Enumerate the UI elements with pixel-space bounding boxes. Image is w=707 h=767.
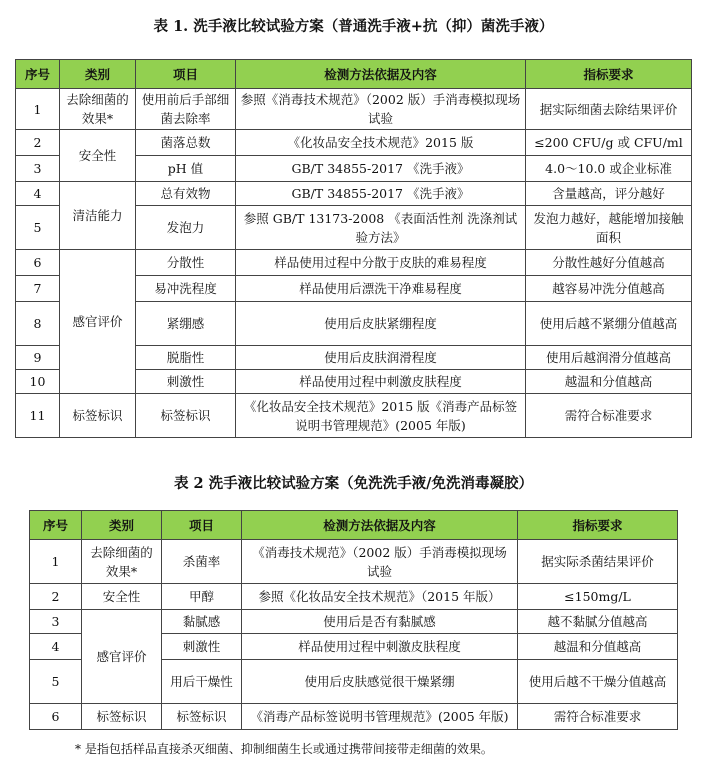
cell: ≤200 CFU/g 或 CFU/ml: [526, 130, 692, 156]
cell: 需符合标准要求: [526, 394, 692, 438]
cell: 杀菌率: [162, 540, 242, 584]
cell: 2: [30, 584, 82, 610]
cell: 8: [16, 302, 60, 346]
cell: 发泡力越好，越能增加接触面积: [526, 206, 692, 250]
header-cell: 类别: [82, 511, 162, 540]
cell: 样品使用过程中分散于皮肤的难易程度: [236, 250, 526, 276]
cell: 刺激性: [162, 634, 242, 660]
cell: 使用后皮肤感觉很干燥紧绷: [242, 660, 518, 704]
cell: 样品使用后漂洗干净难易程度: [236, 276, 526, 302]
cell: ≤150mg/L: [518, 584, 678, 610]
cell: 4: [30, 634, 82, 660]
table1: [15, 59, 692, 438]
cell: 甲醇: [162, 584, 242, 610]
header-cell: 指标要求: [518, 511, 678, 540]
cell: 刺激性: [136, 370, 236, 394]
table-row: [16, 250, 692, 276]
header-cell: 类别: [60, 60, 136, 89]
cell: 6: [30, 704, 82, 730]
cell: 标签标识: [162, 704, 242, 730]
cell: 据实际细菌去除结果评价: [526, 89, 692, 130]
cell: 需符合标准要求: [518, 704, 678, 730]
cell: 越不黏腻分值越高: [518, 610, 678, 634]
cell: 使用后越不干燥分值越高: [518, 660, 678, 704]
cell: 越温和分值越高: [526, 370, 692, 394]
cell: 感官评价: [60, 250, 136, 394]
cell: 10: [16, 370, 60, 394]
cell: 标签标识: [60, 394, 136, 438]
cell: 4.0～10.0 或企业标准: [526, 156, 692, 182]
cell: pH 值: [136, 156, 236, 182]
header-cell: 检测方法依据及内容: [242, 511, 518, 540]
cell: 紧绷感: [136, 302, 236, 346]
cell: 使用后皮肤润滑程度: [236, 346, 526, 370]
cell: 发泡力: [136, 206, 236, 250]
footnote: * 是指包括样品直接杀灭细菌、抑制细菌生长或通过携带间接带走细菌的效果。: [75, 742, 493, 756]
cell: 使用后越润滑分值越高: [526, 346, 692, 370]
table2-title: 表 2 洗手液比较试验方案（免洗洗手液/免洗消毒凝胶）: [174, 475, 533, 492]
cell: 含量越高，评分越好: [526, 182, 692, 206]
header-cell: 序号: [16, 60, 60, 89]
cell: 总有效物: [136, 182, 236, 206]
cell: 1: [16, 89, 60, 130]
cell: 标签标识: [82, 704, 162, 730]
table-row: [16, 394, 692, 438]
cell: 越容易冲洗分值越高: [526, 276, 692, 302]
table2-header-row: [30, 511, 678, 540]
cell: 用后干燥性: [162, 660, 242, 704]
table2: [29, 510, 678, 730]
cell: 使用后越不紧绷分值越高: [526, 302, 692, 346]
cell: 5: [16, 206, 60, 250]
cell: 《化妆品安全技术规范》2015 版: [236, 130, 526, 156]
header-cell: 序号: [30, 511, 82, 540]
cell: 据实际杀菌结果评价: [518, 540, 678, 584]
cell: GB/T 34855-2017 《洗手液》: [236, 156, 526, 182]
cell: 参照《化妆品安全技术规范》（2015 年版）: [242, 584, 518, 610]
cell: 菌落总数: [136, 130, 236, 156]
cell: 3: [30, 610, 82, 634]
table-row: [30, 584, 678, 610]
table-row: [30, 704, 678, 730]
cell: 7: [16, 276, 60, 302]
cell: 参照《消毒技术规范》（2002 版）手消毒模拟现场试验: [236, 89, 526, 130]
cell: 《化妆品安全技术规范》2015 版《消毒产品标签说明书管理规范》(2005 年版): [236, 394, 526, 438]
cell: 5: [30, 660, 82, 704]
cell: 使用后是否有黏腻感: [242, 610, 518, 634]
cell: 1: [30, 540, 82, 584]
cell: 易冲洗程度: [136, 276, 236, 302]
cell: 样品使用过程中刺激皮肤程度: [236, 370, 526, 394]
cell: GB/T 34855-2017 《洗手液》: [236, 182, 526, 206]
cell: 越温和分值越高: [518, 634, 678, 660]
cell: 使用前后手部细菌去除率: [136, 89, 236, 130]
cell: 3: [16, 156, 60, 182]
cell: 脱脂性: [136, 346, 236, 370]
table1-title: 表 1. 洗手液比较试验方案（普通洗手液+抗（抑）菌洗手液）: [153, 18, 554, 35]
cell: 样品使用过程中刺激皮肤程度: [242, 634, 518, 660]
cell: 9: [16, 346, 60, 370]
cell: 2: [16, 130, 60, 156]
table-row: [30, 610, 678, 634]
cell: 去除细菌的效果*: [82, 540, 162, 584]
cell: 安全性: [60, 130, 136, 182]
cell: 参照 GB/T 13173-2008 《表面活性剂 洗涤剂试验方法》: [236, 206, 526, 250]
cell: 4: [16, 182, 60, 206]
cell: 使用后皮肤紧绷程度: [236, 302, 526, 346]
cell: 《消毒产品标签说明书管理规范》(2005 年版): [242, 704, 518, 730]
cell: 《消毒技术规范》（2002 版）手消毒模拟现场试验: [242, 540, 518, 584]
cell: 11: [16, 394, 60, 438]
cell: 去除细菌的效果*: [60, 89, 136, 130]
table-row: [16, 89, 692, 130]
table-row: [16, 182, 692, 206]
cell: 黏腻感: [162, 610, 242, 634]
cell: 标签标识: [136, 394, 236, 438]
cell: 感官评价: [82, 610, 162, 704]
table-row: [30, 540, 678, 584]
header-cell: 项目: [162, 511, 242, 540]
cell: 安全性: [82, 584, 162, 610]
table1-header-row: [16, 60, 692, 89]
cell: 分散性越好分值越高: [526, 250, 692, 276]
header-cell: 指标要求: [526, 60, 692, 89]
table-row: [16, 130, 692, 156]
cell: 6: [16, 250, 60, 276]
header-cell: 检测方法依据及内容: [236, 60, 526, 89]
cell: 清洁能力: [60, 182, 136, 250]
header-cell: 项目: [136, 60, 236, 89]
cell: 分散性: [136, 250, 236, 276]
